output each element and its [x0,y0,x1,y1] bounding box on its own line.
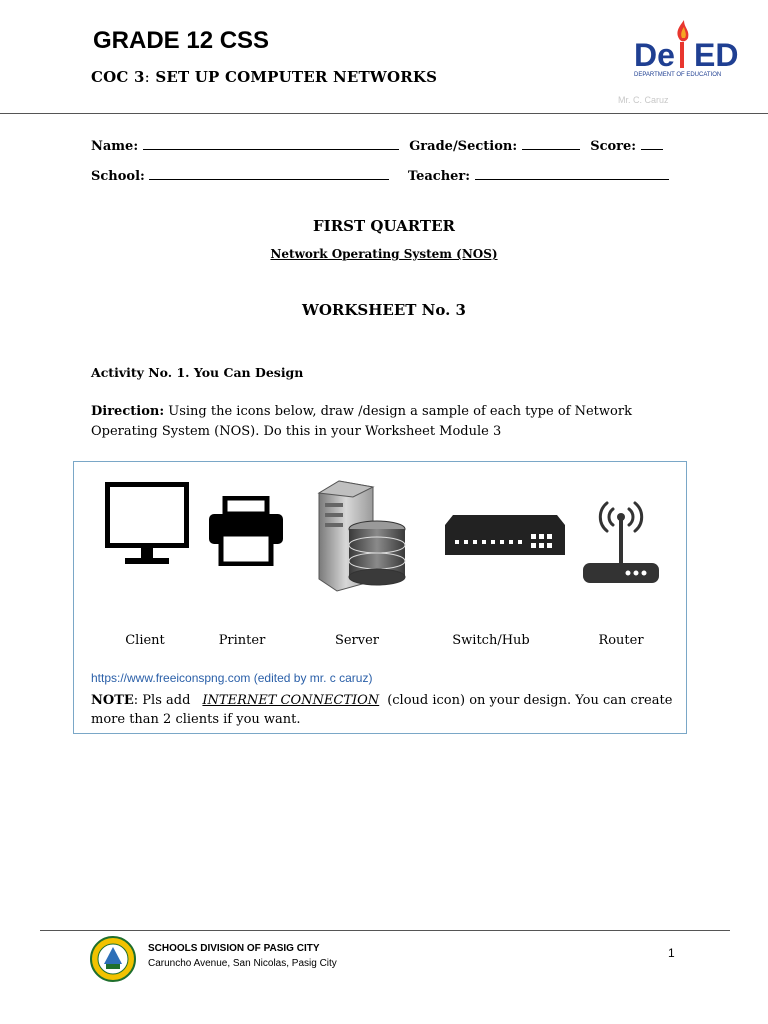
division-address: Caruncho Avenue, San Nicolas, Pasig City [148,958,337,969]
direction-text [91,402,691,442]
server-icon [315,479,409,593]
router-label: Router [598,633,644,648]
svg-text:De: De [634,37,675,73]
nos-subtitle: Network Operating System (NOS) [270,247,498,261]
worksheet-title: WORKSHEET No. 3 [301,301,466,319]
school-label: School: [91,169,145,184]
grade-section-label: Grade/Section: [409,139,518,154]
deped-logo [630,20,746,82]
coc-title [91,68,437,86]
division-name: SCHOOLS DIVISION OF PASIG CITY [148,943,320,954]
name-label: Name: [91,139,139,154]
field-row-name [91,138,663,154]
note-before: : Pls add [133,693,191,708]
activity-title: Activity No. 1. You Can Design [91,365,304,380]
coc-prefix: COC 3 [91,68,145,86]
sdo-pasig-seal-icon [90,936,136,982]
printer-label: Printer [218,633,266,648]
internet-connection-text: INTERNET CONNECTION [202,693,380,708]
switch-hub-icon [443,513,567,557]
header-divider [0,113,768,114]
school-field[interactable] [149,168,389,180]
footer-divider [40,930,730,931]
quarter-title: FIRST QUARTER [313,217,455,235]
deped-logo-subtext: DEPARTMENT OF EDUCATION [634,72,722,78]
page-number: 1 [668,946,675,960]
server-label: Server [334,633,380,648]
score-field[interactable] [641,138,663,150]
direction-body: Using the icons below, draw /design a sample of each type of Network Operating System (NOS). Do this in your Worksheet Module 3 [91,404,632,439]
teacher-field[interactable] [475,168,669,180]
note-after: (cloud icon) on your design. You can create more than 2 clients if you want. [91,693,673,727]
name-field[interactable] [143,138,399,150]
source-link[interactable]: https://www.freeiconspng.com (edited by mr. c caruz) [91,671,373,685]
author-credit: Mr. C. Caruz [618,95,669,105]
svg-text:ED: ED [694,37,739,73]
router-icon [580,497,662,587]
client-label: Client [125,633,165,648]
grade-title: GRADE 12 CSS [93,27,270,54]
switch-hub-label: Switch/Hub [452,633,530,648]
coc-separator: : [144,68,150,86]
note-label: NOTE [91,693,134,708]
field-row-school [91,168,669,184]
coc-name: SET UP COMPUTER NETWORKS [155,68,438,86]
printer-icon [207,496,285,566]
grade-section-field[interactable] [522,138,580,150]
note-text [91,691,681,729]
client-icon [103,480,191,566]
score-label: Score: [590,139,637,154]
direction-label: Direction: [91,404,165,419]
teacher-label: Teacher: [407,169,471,184]
